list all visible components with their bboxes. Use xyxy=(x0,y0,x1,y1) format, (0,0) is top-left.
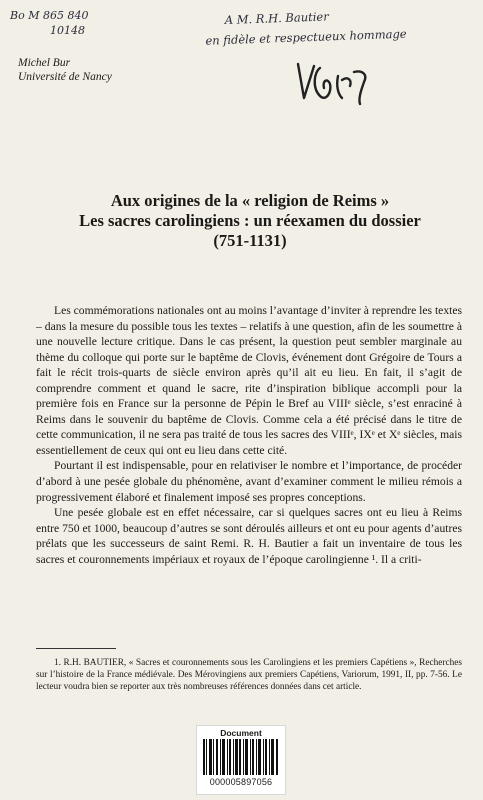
body-paragraph-2: Pourtant il est indispensable, pour en relativiser le nombre et l’importance, de procéder d’abord à une pesée globale du phénomène, avant d’examiner comment le milieu rémois a progressivement élaboré et finalement imposé ses propres conceptions. xyxy=(36,459,462,504)
barcode-icon xyxy=(203,739,279,775)
title-line-1: Aux origines de la « religion de Reims » xyxy=(110,191,390,210)
dedication-line-2: en fidèle et respectueux hommage xyxy=(205,26,407,48)
handwritten-shelfmark xyxy=(10,8,120,38)
shelfmark-line-1: Bo M 865 840 xyxy=(10,9,89,22)
author-block xyxy=(18,56,112,84)
footnote-block xyxy=(36,657,462,693)
barcode-number: 000005897056 xyxy=(209,777,273,787)
body-paragraph-3: Une pesée globale est en effet nécessaire, car si quelques sacres ont eu lieu à Reims entre 750 et 1000, beaucoup d’autres se sont déroulés ailleurs et ont eu pour agents d’autres prélats que les successeurs de saint Remi. R. H. Bautier a fait un inventaire de tous les sacres et couronnements impériaux et royaux de l’époque carolingienne ¹. Il a criti- xyxy=(36,506,462,566)
barcode-heading: Document xyxy=(220,728,262,738)
handwritten-dedication xyxy=(204,1,475,50)
title-line-2: Les sacres carolingiens : un réexamen du dossier xyxy=(79,211,421,230)
author-affiliation: Université de Nancy xyxy=(18,71,112,83)
article-title xyxy=(40,191,460,251)
shelfmark-line-2: 10148 xyxy=(50,24,85,37)
author-name: Michel Bur xyxy=(18,57,71,69)
library-barcode-label xyxy=(196,725,286,795)
dedication-line-1: A M. R.H. Bautier xyxy=(224,9,329,28)
footnote-divider xyxy=(36,648,116,649)
body-paragraph-1: Les commémorations nationales ont au moins l’avantage d’inviter à reprendre les textes – dans la mesure du possible tous les textes – relatifs à une question, afin de les soumettre à une nouvelle lecture critique. Dans le cas présent, la question peut sembler marginale au thème du colloque qui porte sur le baptême de Clovis, événement dont Grégoire de Tours a fait le récit trois-quarts de siècle environ après qu’il ait eu lieu. En fait, il s’agit de comprendre comment et quand le sacre, rite d’inspiration biblique accompli pour la première fois en France sur la personne de Pépin le Bref au VIIIᵉ siècle, s’est enraciné à Reims dans le souvenir du baptême de Clovis. Comme cela a été précisé dans le titre de cette communication, il ne sera pas traité de tous les sacres des VIIIᵉ, IXᵉ et Xᵉ siècles, mais essentiellement de ceux qui ont eu lieu dans cette cité. xyxy=(36,304,462,457)
footnote-1: 1. R.H. BAUTIER, « Sacres et couronnements sous les Carolingiens et les premiers Capétiens », Recherches sur l’histoire de la France médiévale. Des Mérovingiens aux premiers Capétiens, Variorum, 1991, II, pp. 7-56. Le lecteur voudra bien se reporter aux très nombreuses références données dans cet article. xyxy=(36,658,462,692)
article-body xyxy=(36,303,462,567)
handwritten-signature xyxy=(292,58,372,108)
title-line-3: (751-1131) xyxy=(213,231,287,250)
